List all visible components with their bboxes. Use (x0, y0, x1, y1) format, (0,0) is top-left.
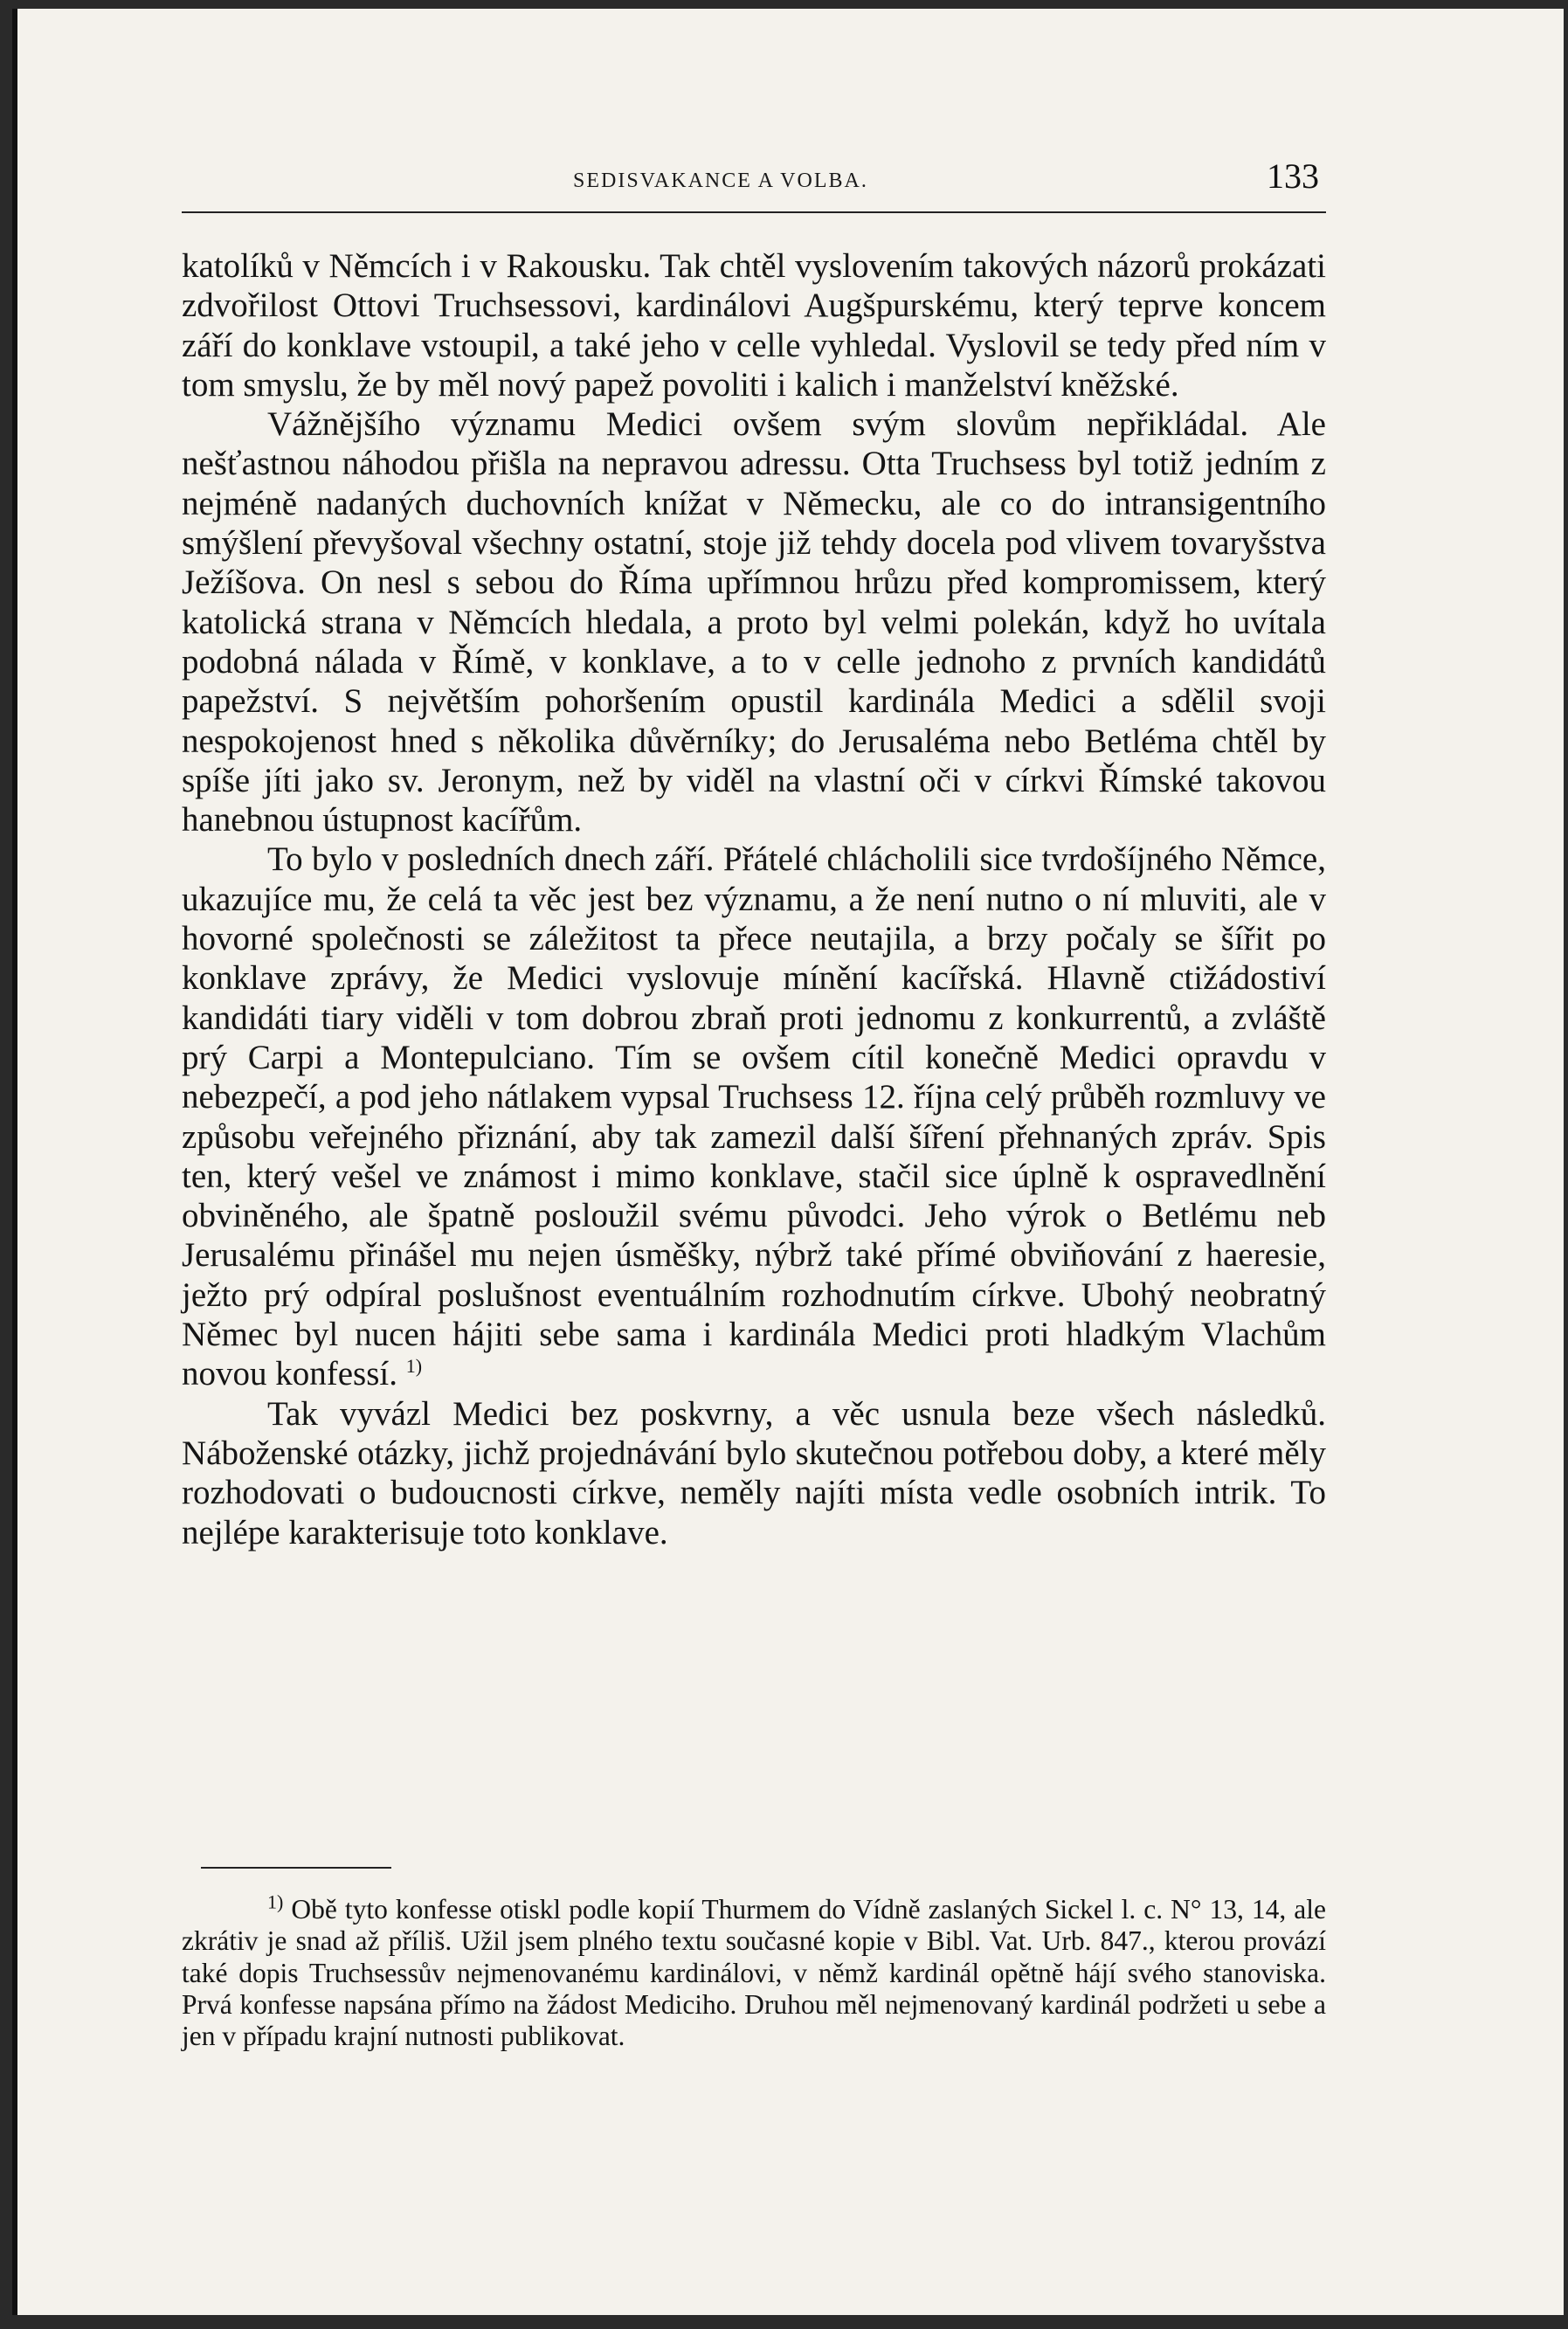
book-page (12, 9, 1564, 2315)
paragraph-4 (182, 1394, 1326, 1552)
footnote-1-text: Obě tyto konfesse otiskl podle kopií Thurmem do Vídně zaslaných Sickel l. c. N° 13, 14, ale zkrátiv je snad až příliš. Užil jsem plného textu současné kopie v Bibl. Vat. Urb. 847., kterou provází také dopis Truchsessův nejmenovanému kardinálovi, v němž kardinál opětně hájí svého stanoviska. Prvá konfesse napsána přímo na žádost Mediciho. Druhou měl nejmenovaný kardinál podržeti u sebe a jen v případu krajní nutnosti publikovat. (182, 1894, 1326, 2052)
paragraph-2 (182, 404, 1326, 840)
paragraph-2-text: Vážnějšího významu Medici ovšem svým slovům nepřikládal. Ale nešťastnou náhodou přišla na nepravou adressu. Otta Truchsess byl totiž jedním z nejméně nadaných duchovních knížat v Německu, ale co do intransigentního smýšlení převyšoval všechny ostatní, stoje již tehdy docela pod vlivem tovaryšstva Ježíšova. On nesl s sebou do Říma upřímnou hrůzu před kompromissem, který katolická strana v Němcích hledala, a proto byl velmi polekán, když ho uvítala podobná nálada v Římě, v konklave, a to v celle jednoho z prvních kandidátů papežství. S největším pohoršením opustil kardinála Medici a sdělil svoji nespokojenost hned s několika důvěrníky; do Jerusaléma nebo Betléma chtěl by spíše jíti jako sv. Jeronym, než by viděl na vlastní oči v církvi Římské takovou hanebnou ústupnost kacířům. (182, 405, 1326, 840)
running-head (182, 150, 1326, 213)
footnote-mark: 1) (267, 1890, 284, 1913)
page-number: 133 (1267, 156, 1319, 196)
paragraph-3 (182, 840, 1326, 1393)
footnote-1 (182, 1890, 1326, 2052)
paragraph-1 (182, 246, 1326, 404)
footnote-divider (201, 1867, 391, 1869)
footnotes (182, 1890, 1326, 2052)
paragraph-4-text: Tak vyvázl Medici bez poskvrny, a věc usnula beze všech následků. Náboženské otázky, jichž projednávání bylo skutečnou potřebou doby, a které měly rozhodovati o budoucnosti církve, neměly najíti místa vedle osobních intrik. To nejlépe karakterisuje toto konklave. (182, 1394, 1326, 1552)
footnote-reference: 1) (405, 1355, 423, 1378)
body-text (182, 246, 1326, 1552)
paragraph-3-text: To bylo v posledních dnech září. Přátelé chlácholili sice tvrdošíjného Němce, ukazujíce mu, že celá ta věc jest bez významu, a že není nutno o ní mluviti, ale v hovorné společnosti se záležitost ta přece neutajila, a brzy počaly se šířit po konklave zprávy, že Medici vyslovuje mínění kacířská. Hlavně ctižádostiví kandidáti tiary viděli v tom dobrou zbraň proti jednomu z konkurrentů, a zvláště prý Carpi a Montepulciano. Tím se ovšem cítil konečně Medici opravdu v nebezpečí, a pod jeho nátlakem vypsal Truchsess 12. října celý průběh rozmluvy ve způsobu veřejného přiznání, aby tak zamezil další šíření přehnaných zpráv. Spis ten, který vešel ve známost i mimo konklave, stačil sice úplně k ospravedlnění obviněného, ale špatně posloužil svému původci. Jeho výrok o Betlému neb Jerusalému přinášel mu nejen úsměšky, nýbrž také přímé obviňování z haeresie, ježto prý odpíral poslušnost eventuálním rozhodnutím církve. Ubohý neobratný Němec byl nucen hájiti sebe sama i kardinála Medici proti hladkým Vlachům novou konfessí. (182, 840, 1326, 1393)
paragraph-1-text: katolíků v Němcích i v Rakousku. Tak chtěl vyslovením takových názorů prokázati zdvořilost Ottovi Truchsessovi, kardinálovi Augšpurskému, který teprve koncem září do konklave vstoupil, a také jeho v celle vyhledal. Vyslovil se tedy před ním v tom smyslu, že by měl nový papež povoliti i kalich i manželství kněžské. (182, 247, 1326, 404)
running-title: SEDISVAKANCE A VOLBA. (573, 169, 868, 192)
